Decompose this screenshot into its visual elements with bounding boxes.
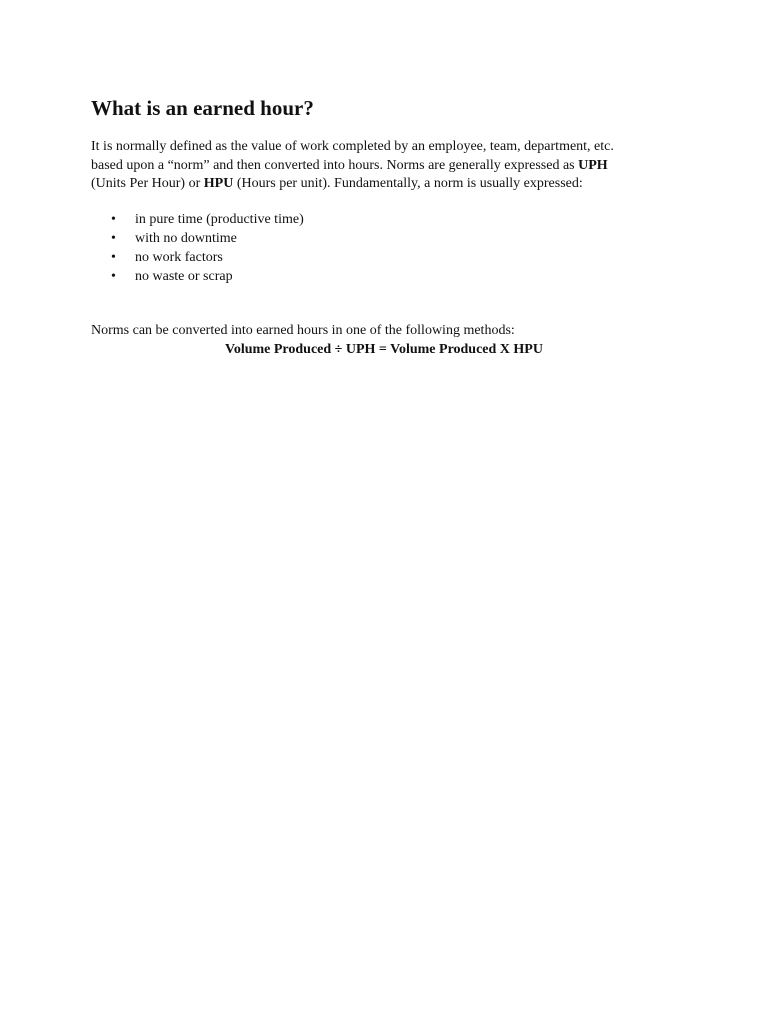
methods-intro: Norms can be converted into earned hours in one of the following methods:	[91, 323, 515, 338]
list-item-text: no waste or scrap	[135, 269, 233, 284]
bullet-icon: •	[111, 231, 116, 246]
page-title: What is an earned hour?	[91, 96, 314, 120]
intro-line-3-text-start: (Units Per Hour) or	[91, 176, 204, 191]
list-item	[91, 267, 304, 286]
uph-term: UPH	[578, 157, 608, 173]
bullet-icon: •	[111, 212, 116, 227]
bullet-icon: •	[111, 269, 116, 284]
list-item-text: in pure time (productive time)	[135, 212, 304, 227]
list-item	[91, 210, 304, 229]
earned-hours-formula: Volume Produced ÷ UPH = Volume Produced X HPU	[225, 342, 543, 357]
intro-line-3	[91, 175, 691, 194]
intro-paragraph	[91, 138, 691, 194]
list-item	[91, 229, 304, 248]
hpu-term: HPU	[203, 176, 234, 191]
list-item	[91, 248, 304, 267]
bullet-icon: •	[111, 250, 116, 265]
intro-line-2-text: based upon a “norm” and then converted into hours. Norms are generally expressed as	[91, 157, 579, 173]
intro-line-3-text-end: (Hours per unit). Fundamentally, a norm is usually expressed:	[233, 176, 583, 191]
list-item-text: no work factors	[135, 250, 223, 265]
norm-conditions-list	[91, 210, 304, 286]
intro-line-1: It is normally defined as the value of work completed by an employee, team, department, etc.	[91, 139, 614, 154]
intro-line-2	[91, 157, 691, 176]
list-item-text: with no downtime	[135, 231, 237, 246]
